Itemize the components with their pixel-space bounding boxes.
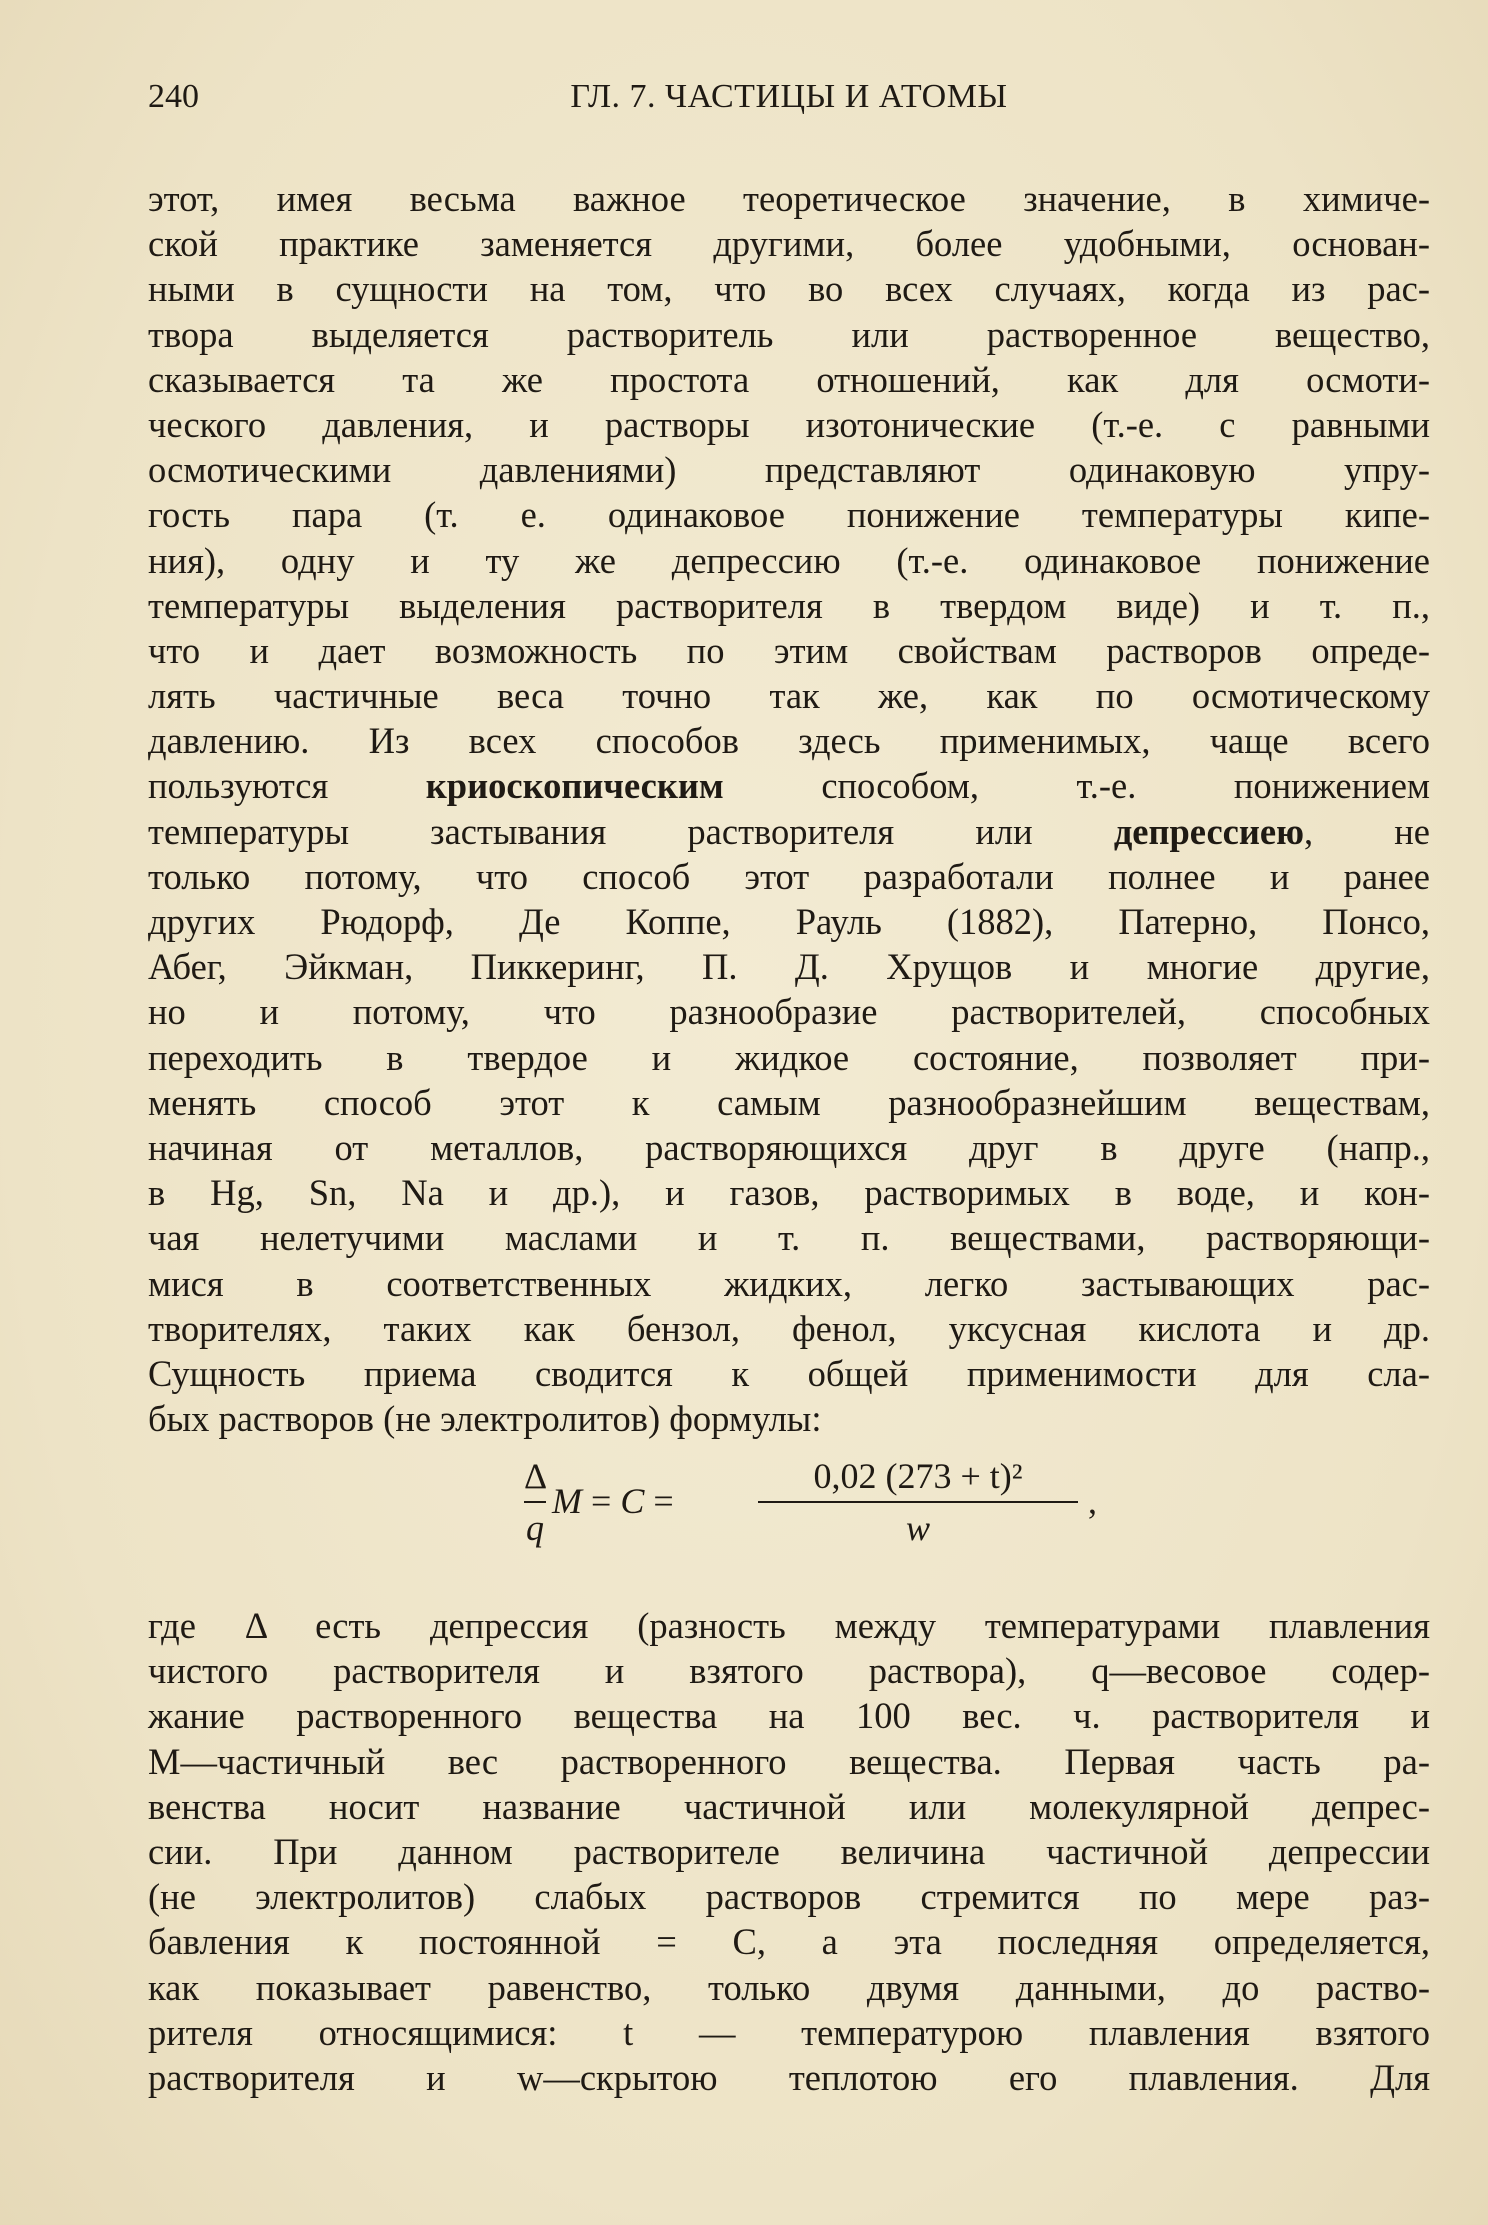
- bold-term-depression: депрессиею: [1113, 810, 1304, 852]
- formula-comma: ,: [1088, 1481, 1097, 1521]
- formula-numerator: 0,02 (273 + t)²: [813, 1456, 1023, 1496]
- text-line: других Рюдорф, Де Коппе, Рауль (1882), Патерно, Понсо,: [148, 901, 1430, 942]
- text-line: Абег, Эйкман, Пиккеринг, П. Д. Хрущов и многие другие,: [148, 946, 1430, 988]
- page-number: 240: [148, 78, 199, 115]
- formula-w: w: [905, 1508, 930, 1548]
- text-line: растворителя и w—скрытою теплотою его плавления. Для: [148, 2056, 1430, 2098]
- text-line: рителя относящимися: t — температурою плавления взятого: [148, 2011, 1430, 2053]
- text-line: начиная от металлов, растворяющихся друг в друге (напр.,: [148, 1126, 1430, 1168]
- text-line: в Hg, Sn, Na и др.), и газов, растворимых в воде, и кон-: [148, 1172, 1430, 1214]
- text-line: что и дает возможность по этим свойствам растворов опреде-: [148, 629, 1430, 671]
- text-line: температуры выделения растворителя в твердом виде) и т. п.,: [148, 584, 1430, 626]
- paragraph-1: [148, 176, 1430, 1441]
- text-line: ния), одну и ту же депрессию (т.-е. одинаковое понижение: [148, 539, 1430, 581]
- text-line: переходить в твердое и жидкое состояние, позволяет при-: [148, 1036, 1430, 1078]
- text-line: ными в сущности на том, что во всех случаях, когда из рас-: [148, 268, 1430, 310]
- text-line: ской практике заменяется другими, более удобными, основан-: [148, 223, 1430, 265]
- formula-equals: =: [582, 1481, 621, 1521]
- text-line: бых растворов (не электролитов) формулы:: [148, 1398, 822, 1440]
- formula-C: C: [620, 1481, 645, 1521]
- text-line: чая нелетучими маслами и т. п. веществами, растворяющи-: [148, 1217, 1430, 1259]
- text-line: сказывается та же простота отношений, как для осмоти-: [148, 358, 1430, 400]
- formula-middle: [552, 1480, 674, 1522]
- text-line: гость пара (т. е. одинаковое понижение температуры кипе-: [148, 494, 1430, 536]
- fraction-bar: [524, 1501, 546, 1503]
- text-line: творителях, таких как бензол, фенол, уксусная кислота и др.: [148, 1307, 1430, 1349]
- text-fragment: способом, т.-е. понижением: [723, 765, 1430, 807]
- bold-term-cryoscopic: криоскопическим: [425, 765, 724, 807]
- text-fragment: пользуются: [148, 765, 426, 807]
- text-line: сии. При данном растворителе величина частичной депрессии: [148, 1830, 1430, 1872]
- formula-equals: =: [644, 1481, 674, 1521]
- text-line: как показывает равенство, только двумя данными, до раство-: [148, 1966, 1430, 2008]
- running-head: ГЛ. 7. ЧАСТИЦЫ И АТОМЫ: [570, 78, 1008, 115]
- text-line: где Δ есть депрессия (разность между температурами плавления: [148, 1605, 1430, 1646]
- fraction-bar: [758, 1501, 1078, 1503]
- text-line: M—частичный вес растворенного вещества. Первая часть ра-: [148, 1740, 1430, 1782]
- text-line: только потому, что способ этот разработали полнее и ранее: [148, 855, 1430, 897]
- text-line: жание растворенного вещества на 100 вес. ч. растворителя и: [148, 1695, 1430, 1737]
- formula-M: M: [552, 1481, 582, 1521]
- text-line: лять частичные веса точно так же, как по осмотическому: [148, 675, 1430, 717]
- formula-q: q: [526, 1508, 544, 1548]
- text-line: твора выделяется растворитель или растворенное вещество,: [148, 313, 1430, 355]
- text-line: чистого растворителя и взятого раствора), q—весовое содер-: [148, 1650, 1430, 1692]
- text-line: мися в соответственных жидких, легко застывающих рас-: [148, 1262, 1430, 1304]
- text-line: менять способ этот к самым разнообразнейшим веществам,: [148, 1081, 1430, 1123]
- text-line: давлению. Из всех способов здесь применимых, чаще всего: [148, 720, 1430, 762]
- text-line-with-bold-term: [148, 809, 1430, 854]
- text-line: Сущность приема сводится к общей применимости для сла-: [148, 1352, 1430, 1394]
- text-line: венства носит название частичной или молекулярной депрес-: [148, 1785, 1430, 1827]
- page-header: [148, 78, 1430, 128]
- text-fragment: , не: [1303, 810, 1431, 852]
- text-line: осмотическими давлениями) представляют одинаковую упру-: [148, 449, 1430, 491]
- text-line: (не электролитов) слабых растворов стремится по мере раз-: [148, 1876, 1430, 1918]
- text-line: бавления к постоянной = C, а эта последняя определяется,: [148, 1921, 1430, 1963]
- text-line: но и потому, что разнообразие растворителей, способных: [148, 991, 1430, 1033]
- formula-delta: Δ: [524, 1456, 548, 1496]
- text-line: этот, имея весьма важное теоретическое значение, в химиче-: [148, 178, 1430, 219]
- text-line: ческого давления, и растворы изотонические (т.-е. с равными: [148, 403, 1430, 445]
- text-line-with-bold-term: [148, 763, 1430, 808]
- paragraph-2: [148, 1603, 1430, 2100]
- text-fragment: температуры застывания растворителя или: [148, 810, 1114, 852]
- cryoscopic-formula: [508, 1455, 1148, 1575]
